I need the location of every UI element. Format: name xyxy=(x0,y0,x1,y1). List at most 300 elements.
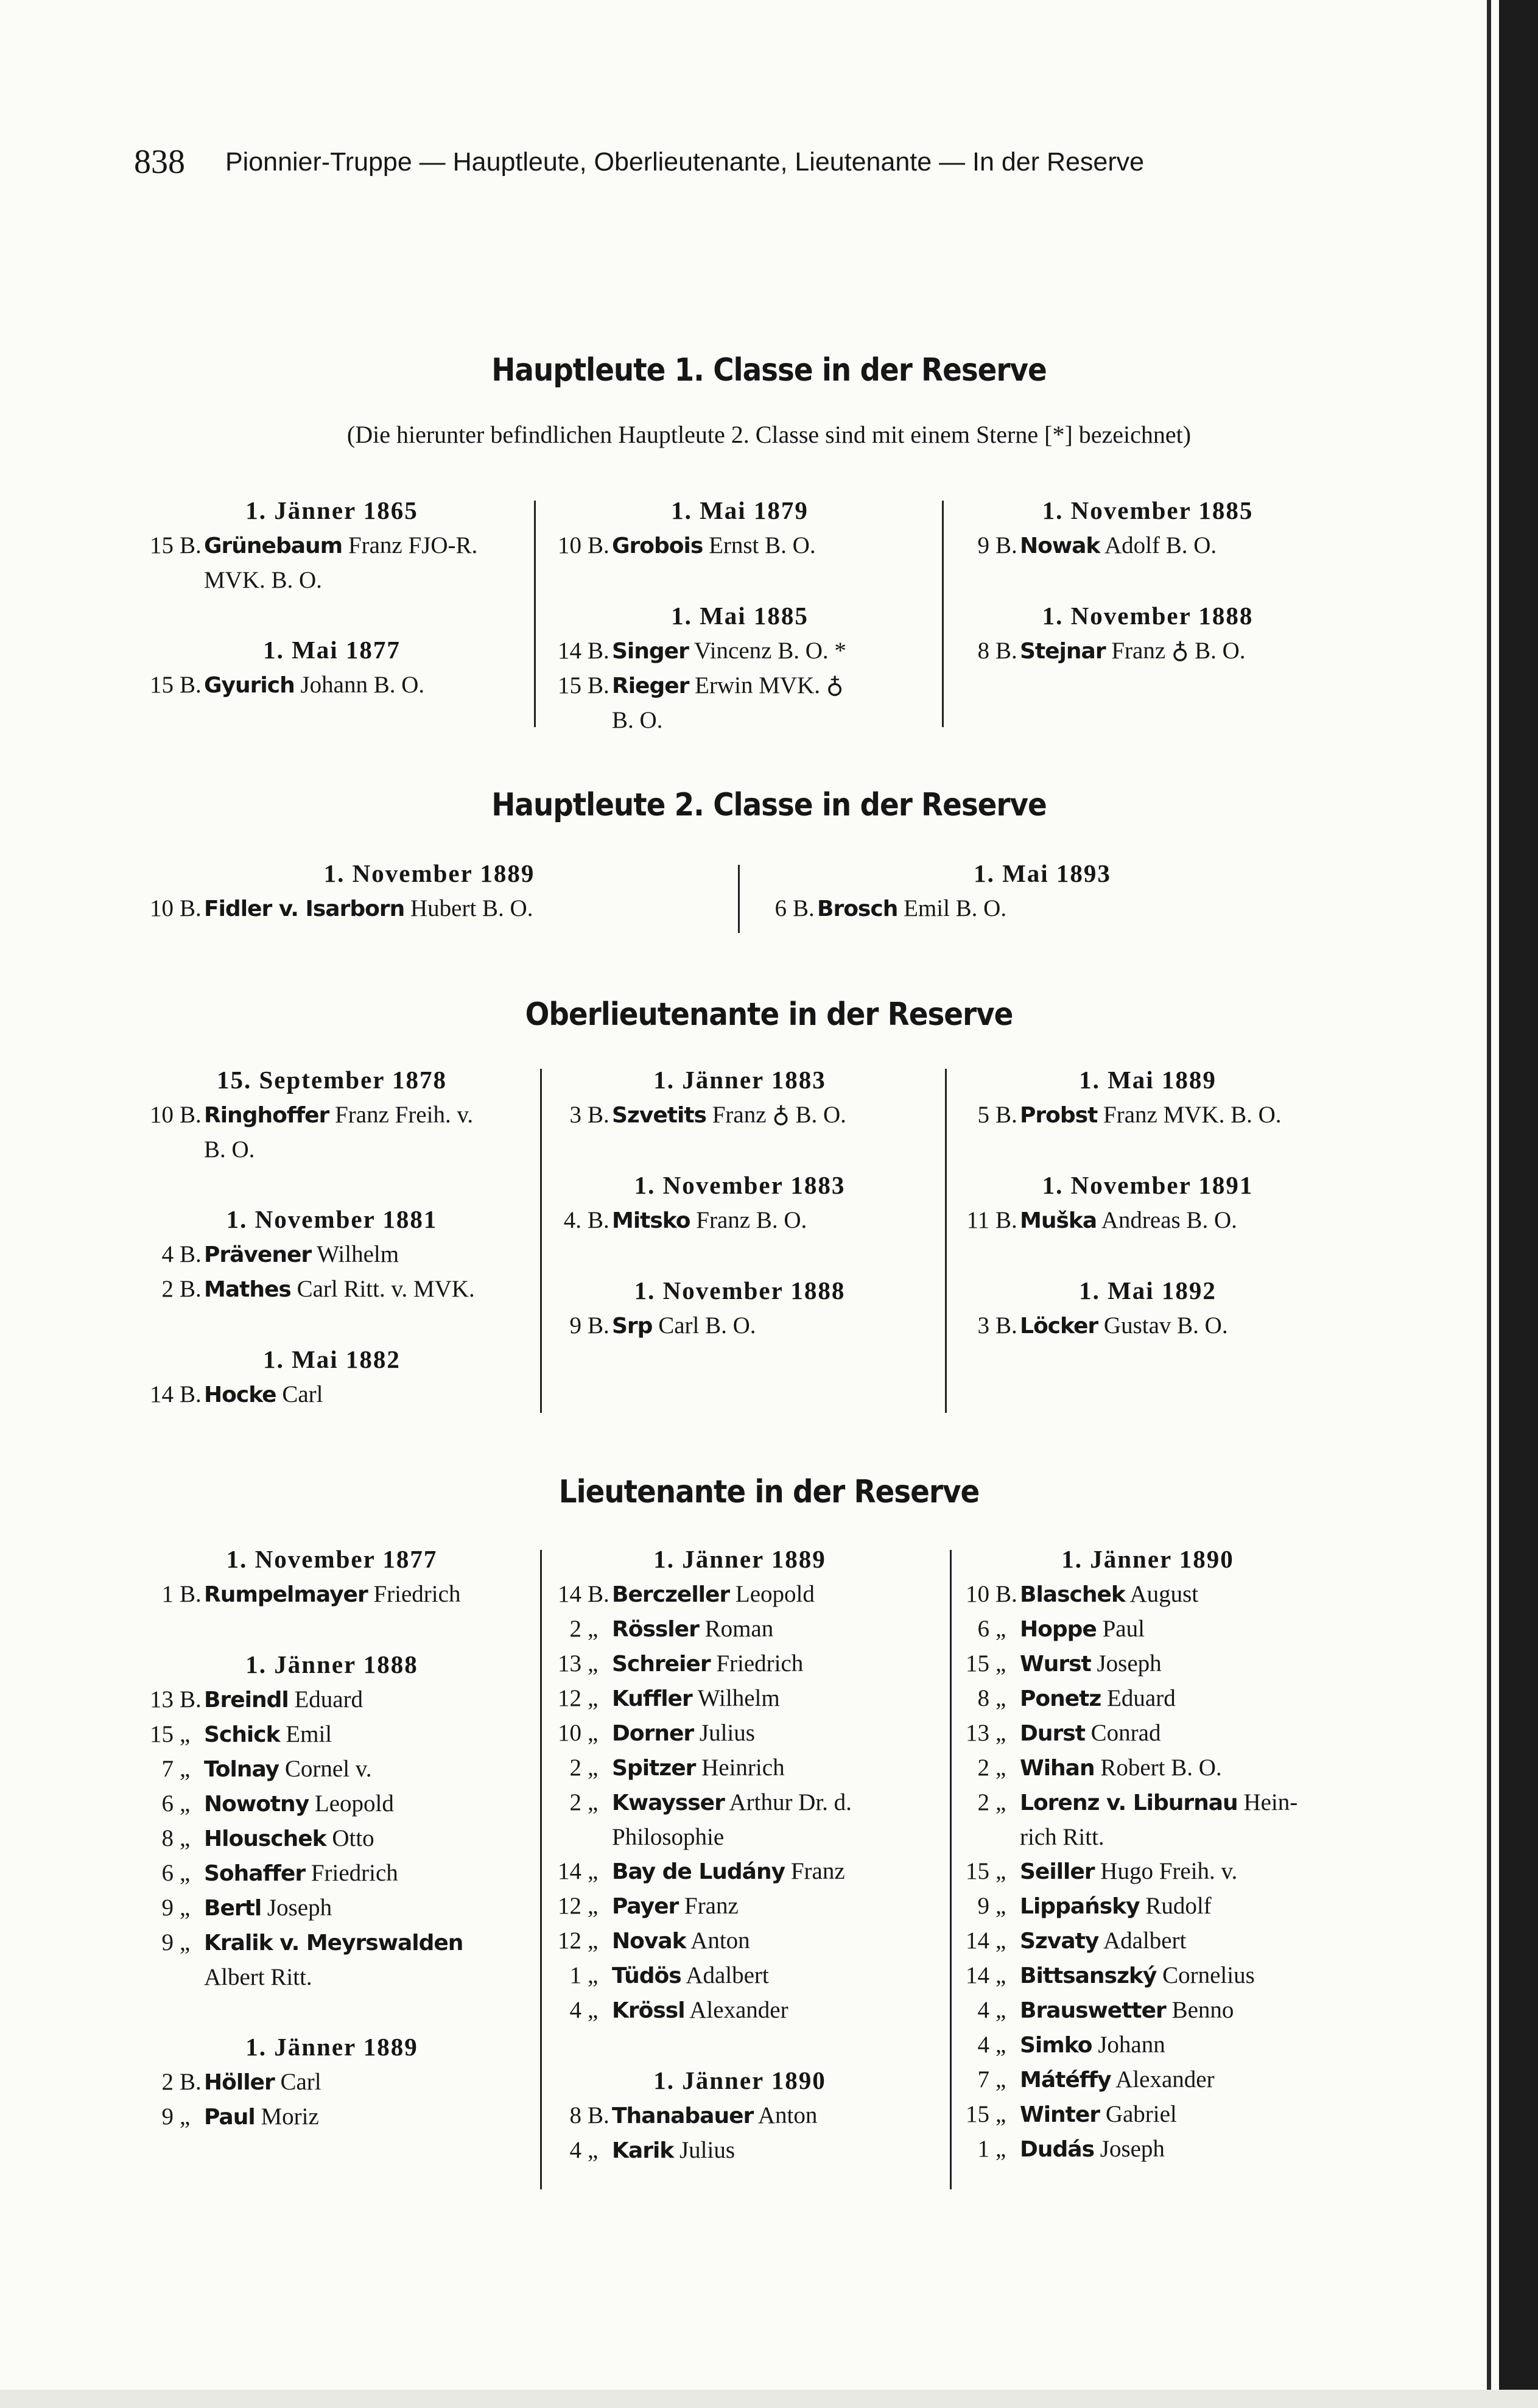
officer-text xyxy=(1020,1993,1234,2028)
group-spacer xyxy=(953,563,1343,597)
officer-text xyxy=(1020,1959,1255,1993)
battalion-number: 8 xyxy=(161,1825,174,1851)
unit-marker: „ xyxy=(995,2032,1006,2058)
battalion-number: 9 xyxy=(569,1312,581,1339)
officer-surname: Dorner xyxy=(612,1721,694,1746)
officer-details: Franz Freih. v. xyxy=(335,1102,474,1128)
officer-entry xyxy=(137,1098,527,1133)
battalion-number: 2 xyxy=(161,1276,174,1302)
battalion-number: 8 xyxy=(569,2102,581,2128)
officer-entry xyxy=(545,1098,935,1133)
officer-entry xyxy=(137,668,527,703)
battalion-number: 10 xyxy=(150,1102,174,1128)
officer-text xyxy=(612,1647,803,1681)
officer-text xyxy=(1020,2028,1165,2063)
officer-details: Franz FJO-R. xyxy=(348,532,478,558)
officer-text xyxy=(1020,1098,1282,1133)
column xyxy=(545,1541,935,2168)
column xyxy=(137,855,722,926)
officer-surname: Berczeller xyxy=(612,1582,730,1607)
officer-entry xyxy=(137,1891,527,1926)
officer-surname: Gyurich xyxy=(204,673,295,698)
battalion-number: 4 xyxy=(977,2032,989,2058)
officer-details: Franz ♁ B. O. xyxy=(1111,638,1246,664)
officer-surname: Bertl xyxy=(204,1896,262,1921)
officer-text xyxy=(204,1856,398,1891)
battalion-number: 15 xyxy=(966,2101,989,2127)
column xyxy=(953,1061,1343,1343)
battalion-number: 15 xyxy=(558,672,581,699)
battalion-number: 4 xyxy=(569,1997,581,2023)
battalion-number: 4 xyxy=(161,1241,174,1267)
group-spacer xyxy=(137,597,527,632)
battalion-number: 4. xyxy=(563,1207,581,1233)
unit-marker: „ xyxy=(588,1997,599,2023)
officer-entry xyxy=(137,1926,527,1960)
officer-entry xyxy=(953,1577,1343,1612)
promotion-date: 1. November 1883 xyxy=(634,1171,846,1199)
officer-details: Heinrich xyxy=(701,1755,785,1781)
unit-marker: B. xyxy=(180,532,202,558)
battalion-number: 12 xyxy=(558,1685,581,1711)
officer-entry xyxy=(953,1203,1343,1238)
officer-text xyxy=(817,892,1006,926)
officer-surname: Fidler v. Isarborn xyxy=(204,896,405,921)
unit-marker: „ xyxy=(180,1929,191,1956)
unit-marker: „ xyxy=(180,1790,191,1817)
officer-details: Cornelius xyxy=(1162,1962,1255,1988)
officer-details: Joseph xyxy=(1097,1650,1162,1677)
unit-marker: „ xyxy=(588,1755,599,1781)
officer-entry xyxy=(545,529,935,563)
unit-marker: „ xyxy=(588,1789,599,1815)
officer-details: Gustav B. O. xyxy=(1103,1312,1228,1339)
officer-surname: Bittsanszký xyxy=(1020,1963,1157,1988)
officer-details: Alexander xyxy=(689,1997,788,2023)
battalion-number: 14 xyxy=(558,1581,581,1607)
group-spacer xyxy=(137,1307,527,1341)
promotion-date: 1. November 1889 xyxy=(323,859,535,887)
officer-entry xyxy=(953,2063,1343,2097)
officer-surname: Brauswetter xyxy=(1020,1998,1166,2023)
battalion-number: 9 xyxy=(161,2103,174,2130)
officer-details: Paul xyxy=(1102,1616,1145,1642)
officer-text xyxy=(612,1098,846,1133)
battalion-number: 4 xyxy=(569,2137,581,2163)
officer-entry xyxy=(953,2132,1343,2167)
promotion-date: 1. Mai 1879 xyxy=(671,496,809,524)
promotion-date: 1. November 1891 xyxy=(1042,1171,1254,1199)
unit-marker: B. xyxy=(995,1207,1017,1233)
unit-marker: B. xyxy=(588,2102,609,2128)
officer-surname: Schreier xyxy=(612,1652,711,1677)
officer-entry xyxy=(545,1786,935,1820)
battalion-number: 6 xyxy=(977,1616,989,1642)
battalion-number: 9 xyxy=(977,1893,989,1919)
officer-surname: Löcker xyxy=(1020,1314,1098,1339)
officer-surname: Ringhoffer xyxy=(204,1103,329,1128)
promotion-date: 1. Jänner 1890 xyxy=(653,2066,826,2094)
unit-marker: „ xyxy=(588,1858,599,1884)
promotion-date: 1. November 1877 xyxy=(226,1545,438,1573)
officer-text xyxy=(204,668,424,703)
officer-details: Franz B. O. xyxy=(696,1207,807,1233)
officer-surname: Ponetz xyxy=(1020,1686,1101,1711)
unit-marker: „ xyxy=(588,1893,599,1919)
officer-details: Moriz xyxy=(261,2103,319,2130)
officer-details: Erwin MVK. ♁ xyxy=(695,672,844,699)
officer-details: Wilhelm xyxy=(697,1685,780,1711)
officer-text xyxy=(1020,1612,1145,1647)
officer-entry xyxy=(545,1716,935,1751)
column xyxy=(953,492,1343,669)
entry-continuation: Albert Ritt. xyxy=(204,1964,312,1990)
unit-marker: „ xyxy=(588,2137,599,2163)
officer-entry xyxy=(953,1716,1343,1751)
battalion-number: 9 xyxy=(977,532,989,558)
unit-marker: „ xyxy=(588,1685,599,1711)
officer-entry xyxy=(137,1717,527,1752)
officer-surname: Szvaty xyxy=(1020,1929,1099,1954)
officer-text xyxy=(1020,2097,1177,2132)
unit-marker: B. xyxy=(180,895,202,921)
battalion-number: 12 xyxy=(558,1927,581,1954)
officer-details: Anton xyxy=(690,1927,750,1954)
unit-marker: „ xyxy=(588,1650,599,1677)
officer-entry xyxy=(953,2028,1343,2063)
officer-text xyxy=(1020,1924,1186,1959)
battalion-number: 8 xyxy=(977,1685,989,1711)
officer-text xyxy=(204,1717,332,1752)
officer-entry xyxy=(137,1822,527,1856)
unit-marker: B. xyxy=(588,532,609,558)
unit-marker: „ xyxy=(995,1997,1006,2023)
battalion-number: 2 xyxy=(569,1755,581,1781)
promotion-date: 1. Mai 1885 xyxy=(671,602,809,630)
officer-surname: Paul xyxy=(204,2105,255,2130)
officer-entry xyxy=(953,1993,1343,2028)
officer-details: Johann xyxy=(1098,2032,1165,2058)
officer-entry xyxy=(137,1787,527,1822)
officer-surname: Mitsko xyxy=(612,1208,690,1233)
officer-text xyxy=(612,1959,769,1993)
officer-text xyxy=(1020,634,1246,669)
battalion-number: 13 xyxy=(966,1720,989,1746)
officer-text xyxy=(612,1577,815,1612)
officer-text xyxy=(1020,2132,1165,2167)
unit-marker: B. xyxy=(588,672,609,699)
unit-marker: B. xyxy=(180,1581,202,1607)
column-divider xyxy=(738,865,740,933)
unit-marker: „ xyxy=(995,2101,1006,2127)
officer-surname: Thanabauer xyxy=(612,2103,754,2128)
officer-details: Joseph xyxy=(267,1895,332,1921)
unit-marker: „ xyxy=(995,1755,1006,1781)
running-title: Pionnier-Truppe — Hauptleute, Oberlieutenante, Lieutenante — In der Reserve xyxy=(225,147,1145,177)
officer-text xyxy=(612,1786,852,1820)
officer-text xyxy=(1020,529,1217,563)
officer-surname: Brosch xyxy=(817,896,898,921)
unit-marker: „ xyxy=(995,1858,1006,1884)
column xyxy=(750,855,1335,926)
battalion-number: 3 xyxy=(977,1312,989,1339)
promotion-date: 1. November 1881 xyxy=(226,1205,438,1233)
officer-details: Anton xyxy=(757,2102,818,2128)
battalion-number: 11 xyxy=(966,1207,989,1233)
officer-text xyxy=(204,2065,321,2100)
group-spacer xyxy=(953,1133,1343,1167)
battalion-number: 14 xyxy=(150,1381,174,1407)
column xyxy=(953,1541,1343,2167)
page-bottom-edge xyxy=(0,2390,1538,2408)
officer-details: Adalbert xyxy=(1103,1927,1187,1954)
promotion-date: 1. Jänner 1883 xyxy=(653,1066,826,1094)
battalion-number: 15 xyxy=(150,532,174,558)
officer-surname: Seiller xyxy=(1020,1859,1095,1884)
officer-surname: Kuffler xyxy=(612,1686,692,1711)
officer-details: Carl Ritt. v. MVK. xyxy=(297,1276,475,1302)
officer-surname: Simko xyxy=(1020,2033,1092,2058)
entry-continuation: MVK. B. O. xyxy=(204,567,322,593)
officer-surname: Sohaffer xyxy=(204,1861,306,1886)
officer-text xyxy=(1020,1577,1198,1612)
officer-entry xyxy=(545,634,935,669)
battalion-number: 2 xyxy=(977,1789,989,1815)
column-divider xyxy=(950,1550,952,2189)
entry-continuation: B. O. xyxy=(204,1136,255,1163)
officer-entry xyxy=(953,1309,1343,1343)
officer-details: Adolf B. O. xyxy=(1104,532,1217,558)
page-number: 838 xyxy=(134,143,185,181)
section-title-hauptleute-1: Hauptleute 1. Classe in der Reserve xyxy=(491,352,1047,389)
column-divider xyxy=(534,501,536,727)
officer-text xyxy=(612,1993,788,2028)
battalion-number: 13 xyxy=(150,1686,174,1713)
entry-continuation: Philosophie xyxy=(612,1824,725,1850)
unit-marker: B. xyxy=(995,1581,1017,1607)
unit-marker: B. xyxy=(995,532,1017,558)
unit-marker: „ xyxy=(995,1927,1006,1954)
officer-details: Friedrich xyxy=(311,1860,398,1886)
battalion-number: 4 xyxy=(977,1997,989,2023)
section-title-oberlieutenante: Oberlieutenante in der Reserve xyxy=(525,996,1013,1033)
officer-surname: Rössler xyxy=(612,1617,699,1642)
promotion-date: 1. November 1888 xyxy=(634,1276,846,1304)
unit-marker: B. xyxy=(588,1102,609,1128)
officer-entry xyxy=(137,1272,527,1307)
battalion-number: 6 xyxy=(774,895,787,921)
officer-details: Hugo Freih. v. xyxy=(1100,1858,1238,1884)
unit-marker: „ xyxy=(995,1720,1006,1746)
promotion-date: 1. November 1885 xyxy=(1042,496,1254,524)
officer-text xyxy=(1020,1203,1237,1238)
officer-details: Adalbert xyxy=(686,1962,769,1988)
officer-details: Rudolf xyxy=(1145,1893,1212,1919)
officer-details: Hubert B. O. xyxy=(410,895,533,921)
officer-text xyxy=(1020,2063,1215,2097)
section-note-hauptleute-1: (Die hierunter befindlichen Hauptleute 2. Classe sind mit einem Sterne [*] bezeichnet) xyxy=(346,421,1192,448)
promotion-date: 15. September 1878 xyxy=(216,1066,447,1094)
officer-surname: Karik xyxy=(612,2138,674,2163)
battalion-number: 7 xyxy=(161,1756,174,1782)
officer-text xyxy=(204,1378,323,1412)
officer-surname: Probst xyxy=(1020,1103,1098,1128)
battalion-number: 1 xyxy=(569,1962,581,1988)
officer-text xyxy=(204,1787,394,1822)
section-title-hauptleute-2: Hauptleute 2. Classe in der Reserve xyxy=(491,787,1047,823)
group-spacer xyxy=(953,1238,1343,1272)
officer-details: Emil B. O. xyxy=(904,895,1007,921)
unit-marker: „ xyxy=(588,1962,599,1988)
unit-marker: B. xyxy=(588,1581,609,1607)
entry-continuation: B. O. xyxy=(612,707,663,733)
officer-surname: Lorenz v. Liburnau xyxy=(1020,1790,1238,1815)
officer-entry xyxy=(545,1612,935,1647)
officer-entry xyxy=(545,1751,935,1786)
officer-surname: Bay de Ludány xyxy=(612,1859,785,1884)
officer-details: Hein- xyxy=(1243,1789,1298,1815)
unit-marker: „ xyxy=(180,1756,191,1782)
officer-surname: Novak xyxy=(612,1929,686,1954)
unit-marker: B. xyxy=(588,638,609,664)
officer-text xyxy=(204,1891,332,1926)
unit-marker: „ xyxy=(180,1895,191,1921)
officer-surname: Grobois xyxy=(612,533,703,558)
officer-surname: Lippańsky xyxy=(1020,1894,1140,1919)
officer-text xyxy=(612,1681,780,1716)
promotion-date: 1. Jänner 1889 xyxy=(653,1545,826,1573)
officer-surname: Nowotny xyxy=(204,1792,309,1817)
officer-text xyxy=(612,529,816,563)
column xyxy=(137,492,527,703)
officer-entry xyxy=(953,1959,1343,1993)
officer-details: Otto xyxy=(332,1825,374,1851)
unit-marker: B. xyxy=(180,1381,202,1407)
column xyxy=(545,492,935,738)
group-spacer xyxy=(137,1167,527,1201)
officer-entry xyxy=(137,1752,527,1787)
group-spacer xyxy=(137,1994,527,2029)
officer-entry xyxy=(953,1612,1343,1647)
officer-text xyxy=(204,1683,363,1717)
officer-text xyxy=(204,529,477,563)
unit-marker: „ xyxy=(995,1616,1006,1642)
officer-surname: Tüdös xyxy=(612,1963,681,1988)
officer-text xyxy=(1020,1716,1161,1751)
officer-entry xyxy=(137,2100,527,2135)
unit-marker: B. xyxy=(180,1686,202,1713)
promotion-date: 1. Jänner 1888 xyxy=(245,1650,418,1678)
unit-marker: B. xyxy=(793,895,815,921)
officer-entry xyxy=(953,1924,1343,1959)
officer-details: Carl xyxy=(282,1381,323,1407)
unit-marker: „ xyxy=(995,2066,1006,2093)
officer-text xyxy=(204,1752,372,1787)
officer-text xyxy=(204,1577,460,1612)
officer-surname: Rieger xyxy=(612,674,689,699)
unit-marker: B. xyxy=(180,2069,202,2095)
battalion-number: 15 xyxy=(150,672,174,698)
battalion-number: 1 xyxy=(977,2136,989,2162)
officer-details: Arthur Dr. d. xyxy=(729,1789,852,1815)
battalion-number: 14 xyxy=(966,1962,989,1988)
promotion-date: 1. Jänner 1890 xyxy=(1061,1545,1234,1573)
officer-details: Franz ♁ B. O. xyxy=(712,1102,846,1128)
officer-text xyxy=(612,2099,817,2133)
officer-surname: Rumpelmayer xyxy=(204,1582,368,1607)
officer-entry xyxy=(953,1751,1343,1786)
unit-marker: B. xyxy=(180,672,202,698)
officer-text xyxy=(612,634,846,669)
officer-text xyxy=(204,1926,463,1960)
group-spacer xyxy=(545,1238,935,1272)
officer-entry xyxy=(137,1237,527,1272)
officer-text xyxy=(204,892,533,926)
officer-entry xyxy=(953,1854,1343,1889)
officer-surname: Payer xyxy=(612,1894,679,1919)
officer-surname: Hocke xyxy=(204,1382,276,1407)
officer-surname: Schick xyxy=(204,1722,280,1747)
officer-text xyxy=(612,1716,755,1751)
officer-text xyxy=(204,1237,399,1272)
officer-entry xyxy=(137,1577,527,1612)
officer-entry xyxy=(137,892,722,926)
officer-text xyxy=(1020,1786,1297,1820)
officer-text xyxy=(612,1854,845,1889)
officer-details: Benno xyxy=(1171,1997,1234,2023)
promotion-date: 1. Mai 1882 xyxy=(263,1345,401,1373)
officer-details: Julius xyxy=(699,1720,755,1746)
promotion-date: 1. Mai 1893 xyxy=(974,859,1111,887)
officer-entry xyxy=(545,1959,935,1993)
unit-marker: „ xyxy=(588,1720,599,1746)
officer-surname: Winter xyxy=(1020,2102,1100,2127)
officer-text xyxy=(1020,1309,1228,1343)
officer-surname: Singer xyxy=(612,639,689,664)
battalion-number: 14 xyxy=(558,638,581,664)
officer-entry xyxy=(545,1647,935,1681)
unit-marker: B. xyxy=(995,638,1017,664)
officer-entry xyxy=(545,1924,935,1959)
officer-entry xyxy=(545,1889,935,1924)
unit-marker: „ xyxy=(180,1721,191,1747)
officer-surname: Wurst xyxy=(1020,1652,1091,1677)
battalion-number: 10 xyxy=(558,1720,581,1746)
battalion-number: 10 xyxy=(558,532,581,558)
battalion-number: 10 xyxy=(150,895,174,921)
officer-entry xyxy=(545,1577,935,1612)
officer-entry xyxy=(750,892,1335,926)
column-divider xyxy=(540,1069,542,1413)
unit-marker: „ xyxy=(995,1685,1006,1711)
officer-text xyxy=(612,1203,807,1238)
battalion-number: 12 xyxy=(558,1893,581,1919)
officer-surname: Spitzer xyxy=(612,1756,696,1781)
officer-details: Eduard xyxy=(1107,1685,1176,1711)
unit-marker: „ xyxy=(180,2103,191,2130)
officer-surname: Kralik v. Meyrswalden xyxy=(204,1931,463,1956)
officer-entry xyxy=(953,1681,1343,1716)
officer-text xyxy=(1020,1647,1162,1681)
officer-text xyxy=(612,1889,739,1924)
officer-surname: Srp xyxy=(612,1314,653,1339)
unit-marker: „ xyxy=(588,1616,599,1642)
unit-marker: „ xyxy=(995,1962,1006,1988)
officer-text xyxy=(204,2100,319,2135)
officer-entry xyxy=(953,1098,1343,1133)
battalion-number: 8 xyxy=(977,638,989,664)
unit-marker: B. xyxy=(180,1276,202,1302)
